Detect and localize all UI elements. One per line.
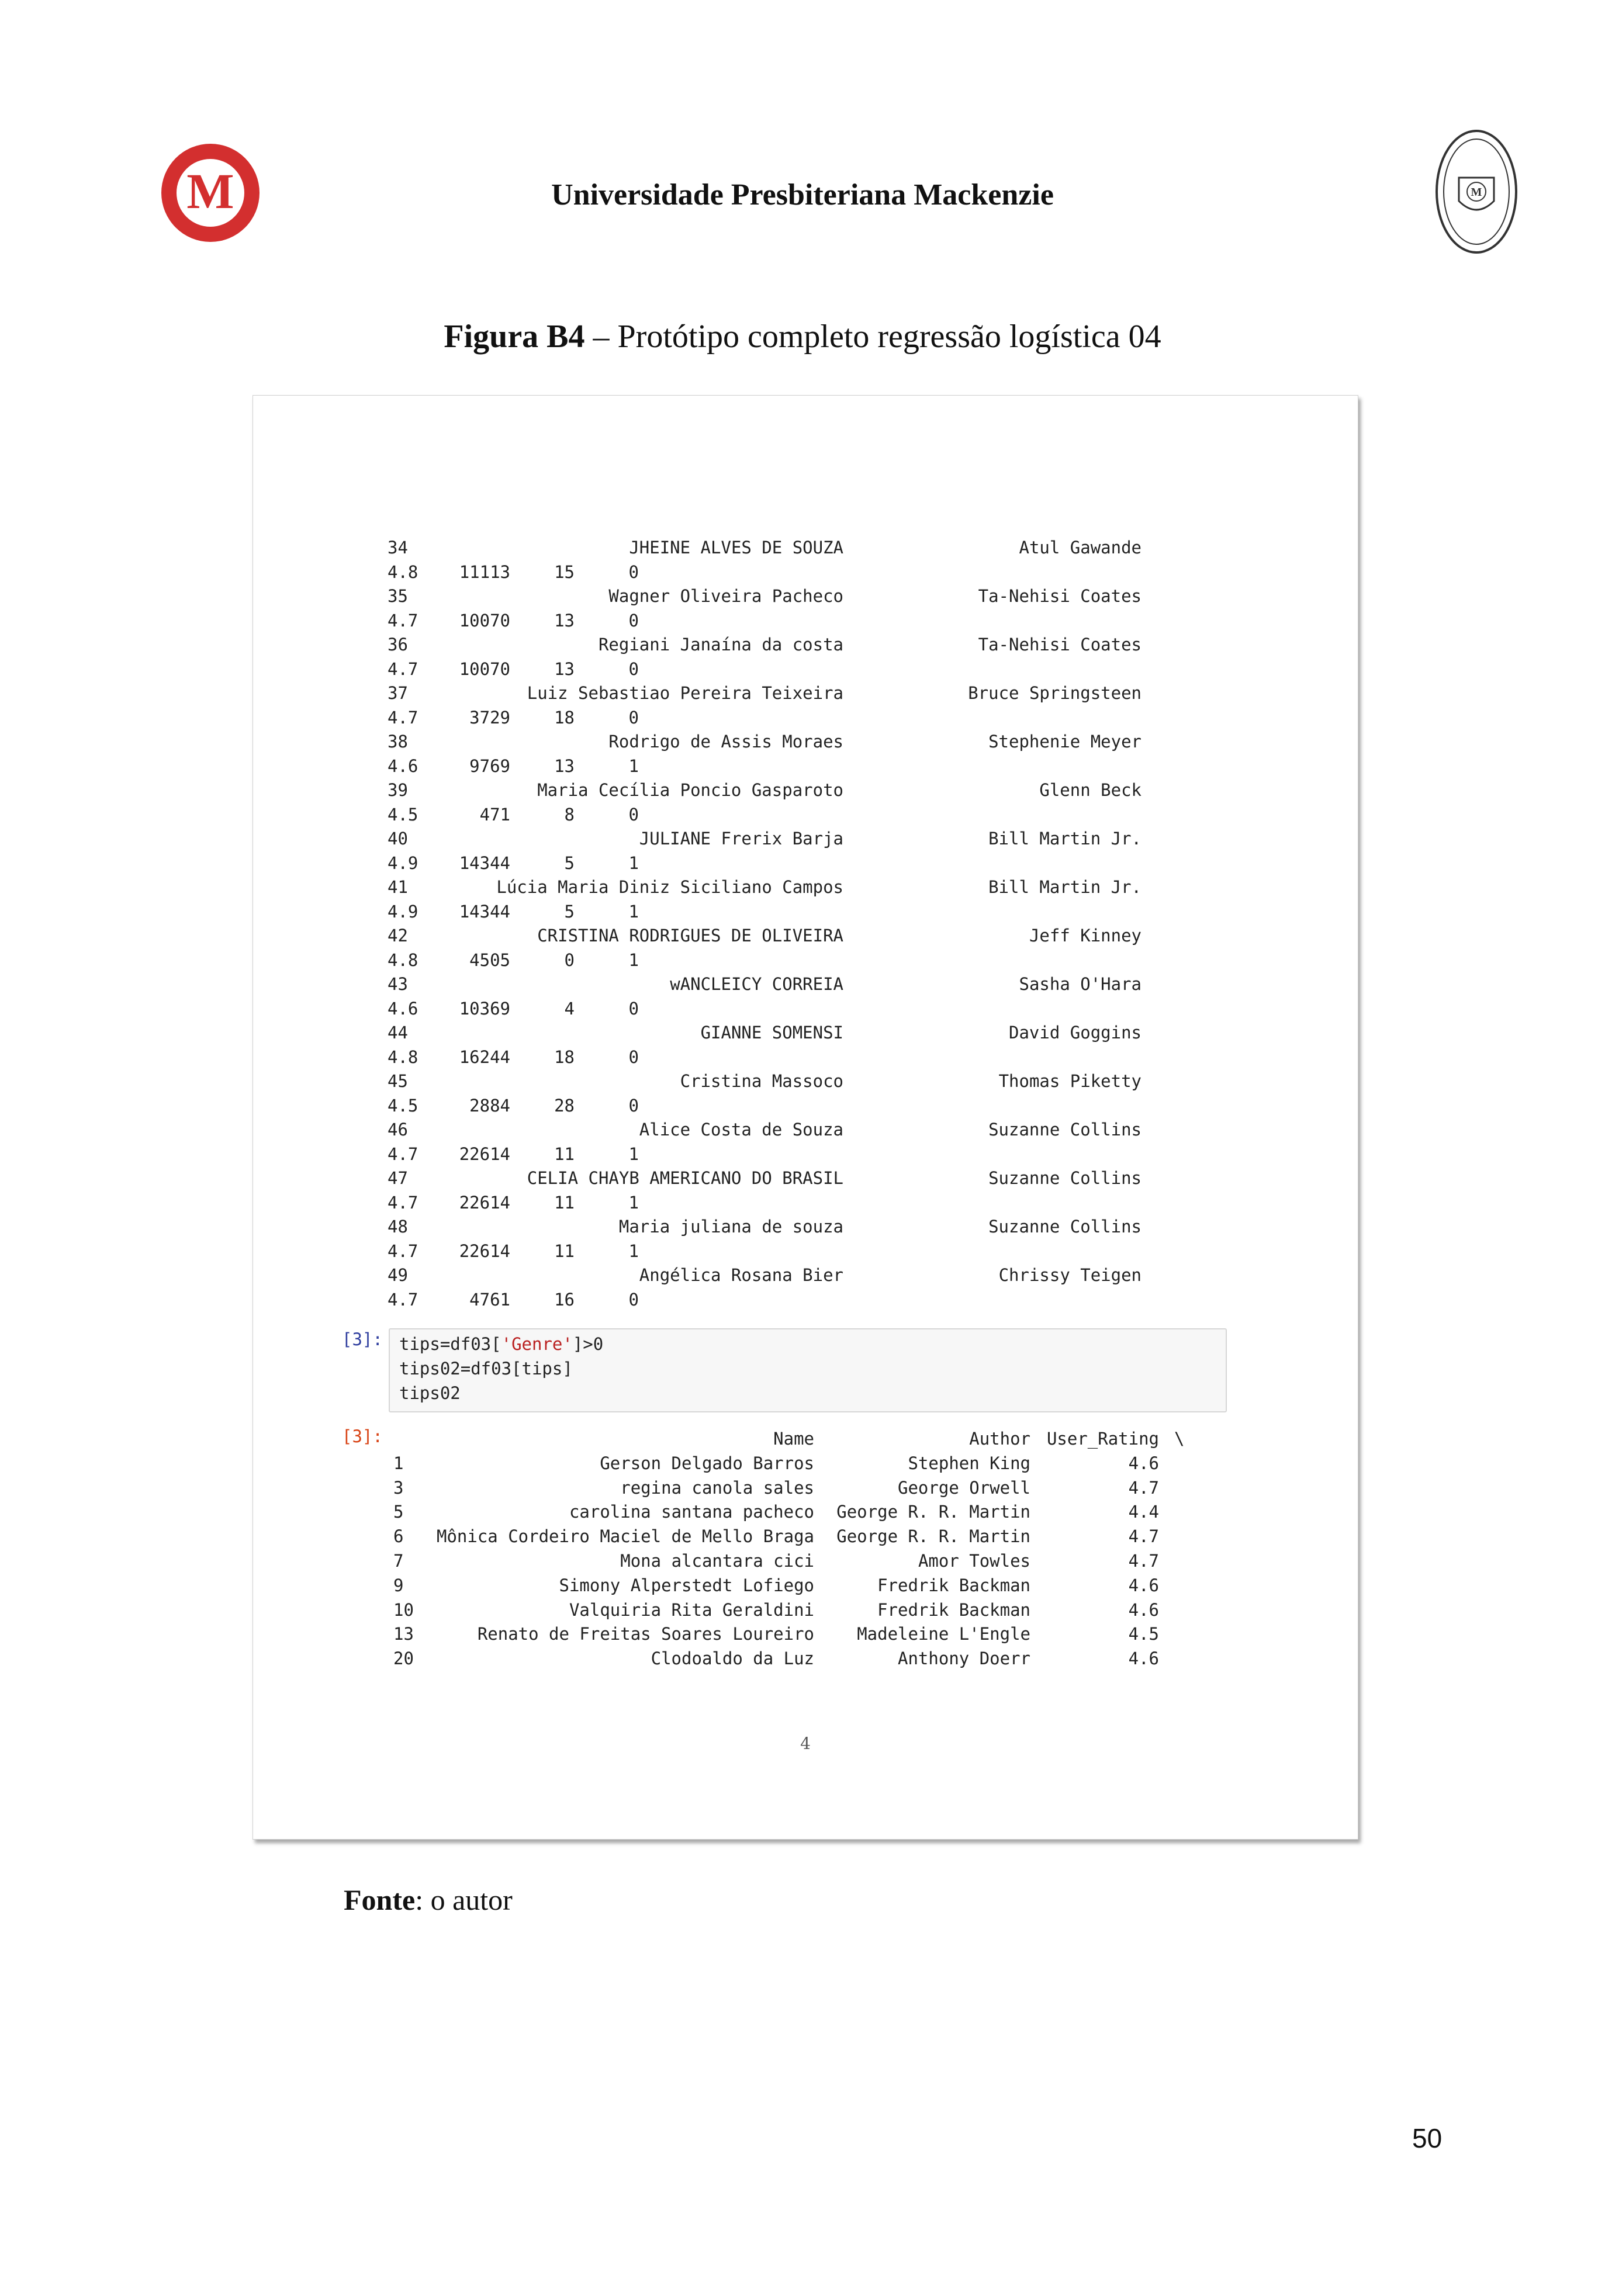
output-row-genre: 0 — [628, 610, 639, 631]
output-row-price: 18 — [554, 707, 575, 728]
output-row-index: 48 — [388, 1217, 408, 1237]
df-header-rating: User_Rating — [1046, 1429, 1159, 1449]
caption-label: Figura B4 — [444, 318, 585, 355]
output-row-index: 41 — [388, 877, 408, 897]
df-row-rating: 4.6 — [1128, 1599, 1159, 1620]
df-row-rating: 4.7 — [1128, 1551, 1159, 1571]
output-row-rating: 4.7 — [388, 610, 418, 631]
df-row-name: Simony Alperstedt Lofiego — [559, 1575, 814, 1595]
df-row-index: 20 — [393, 1649, 414, 1669]
output-row-rating: 4.7 — [388, 1144, 418, 1164]
output-row-reviews: 4761 — [469, 1289, 510, 1310]
output-row-rating: 4.7 — [388, 659, 418, 679]
df-row-name: Gerson Delgado Barros — [600, 1453, 814, 1473]
df-row-rating: 4.5 — [1128, 1624, 1159, 1644]
df-row-author: Stephen King — [908, 1453, 1030, 1473]
output-row-index: 45 — [388, 1071, 408, 1091]
df-row-author: Amor Towles — [918, 1551, 1030, 1571]
output-row-author: Bill Martin Jr. — [988, 877, 1142, 897]
output-row-price: 5 — [564, 901, 575, 922]
df-row-name: Valquiria Rita Geraldini — [569, 1599, 814, 1620]
output-row-name: Lúcia Maria Diniz Siciliano Campos — [496, 877, 843, 897]
output-row-price: 8 — [564, 804, 575, 825]
output-row-genre: 1 — [628, 1241, 639, 1261]
output-row-genre: 1 — [628, 756, 639, 776]
output-row-author: Jeff Kinney — [1029, 926, 1142, 946]
output-row-author: David Goggins — [1009, 1023, 1142, 1043]
df-row-name: Clodoaldo da Luz — [651, 1649, 814, 1669]
output-row-rating: 4.7 — [388, 707, 418, 728]
output-row-name: Angélica Rosana Bier — [639, 1265, 843, 1285]
output-row-author: Ta-Nehisi Coates — [978, 635, 1142, 654]
output-row-name: CRISTINA RODRIGUES DE OLIVEIRA — [537, 926, 843, 946]
output-row-reviews: 9769 — [469, 756, 510, 776]
logo-letter: M — [186, 163, 234, 219]
output-row-author: Ta-Nehisi Coates — [978, 586, 1142, 606]
df-row-index: 5 — [393, 1502, 404, 1522]
output-row-reviews: 14344 — [459, 901, 510, 922]
df-row-name: Mona alcantara cici — [620, 1551, 814, 1571]
output-row-reviews: 22614 — [459, 1241, 510, 1261]
df-row-author: Anthony Doerr — [898, 1649, 1030, 1669]
df-row-index: 10 — [393, 1599, 414, 1620]
output-row-price: 16 — [554, 1289, 575, 1310]
source-label: Fonte — [344, 1883, 416, 1916]
output-row-index: 49 — [388, 1265, 408, 1285]
output-row-reviews: 16244 — [459, 1047, 510, 1067]
df-row-rating: 4.6 — [1128, 1453, 1159, 1473]
output-row-rating: 4.6 — [388, 998, 418, 1019]
output-row-index: 35 — [388, 586, 408, 606]
output-row-price: 15 — [554, 562, 575, 582]
output-row-author: Bruce Springsteen — [968, 683, 1142, 703]
code-line: tips=df03['Genre']>0 — [399, 1334, 604, 1354]
output-row-author: Suzanne Collins — [988, 1168, 1142, 1188]
figure-source — [344, 1883, 513, 1917]
output-row-reviews: 4505 — [469, 950, 510, 970]
input-prompt: [3]: — [342, 1329, 383, 1349]
df-row-index: 7 — [393, 1551, 404, 1571]
df-row-name: regina canola sales — [620, 1477, 814, 1498]
output-row-author: Chrissy Teigen — [998, 1265, 1142, 1285]
output-row-index: 46 — [388, 1120, 408, 1140]
output-row-rating: 4.8 — [388, 562, 418, 582]
output-row-rating: 4.7 — [388, 1192, 418, 1213]
page-number: 50 — [1412, 2123, 1443, 2153]
output-row-reviews: 10070 — [459, 610, 510, 631]
output-row-name: Cristina Massoco — [680, 1071, 843, 1091]
output-row-price: 13 — [554, 610, 575, 631]
df-row-index: 3 — [393, 1477, 404, 1498]
output-row-genre: 0 — [628, 998, 639, 1019]
output-row-reviews: 2884 — [469, 1095, 510, 1116]
output-row-genre: 0 — [628, 1047, 639, 1067]
df-row-index: 1 — [393, 1453, 404, 1473]
figure-caption — [0, 318, 1605, 355]
output-row-genre: 1 — [628, 1144, 639, 1164]
output-row-genre: 0 — [628, 804, 639, 825]
output-row-reviews: 10369 — [459, 998, 510, 1019]
output-row-name: CELIA CHAYB AMERICANO DO BRASIL — [527, 1168, 843, 1188]
output-row-reviews: 3729 — [469, 707, 510, 728]
output-row-genre: 0 — [628, 707, 639, 728]
output-row-index: 37 — [388, 683, 408, 703]
output-row-name: Alice Costa de Souza — [639, 1120, 843, 1140]
output-row-rating: 4.6 — [388, 756, 418, 776]
output-row-name: wANCLEICY CORREIA — [670, 974, 843, 994]
output-row-reviews: 22614 — [459, 1144, 510, 1164]
output-row-reviews: 10070 — [459, 659, 510, 679]
output-row-genre: 0 — [628, 659, 639, 679]
df-row-rating: 4.6 — [1128, 1575, 1159, 1595]
output-row-rating: 4.9 — [388, 901, 418, 922]
output-row-reviews: 11113 — [459, 562, 510, 582]
df-row-name: Mônica Cordeiro Maciel de Mello Braga — [436, 1526, 814, 1547]
df-row-author: George R. R. Martin — [836, 1502, 1030, 1522]
df-row-rating: 4.6 — [1128, 1649, 1159, 1669]
output-row-reviews: 471 — [479, 804, 510, 825]
output-row-rating: 4.5 — [388, 804, 418, 825]
output-row-author: Suzanne Collins — [988, 1217, 1142, 1237]
output-row-rating: 4.7 — [388, 1241, 418, 1261]
output-row-genre: 0 — [628, 562, 639, 582]
notebook-page-figure — [252, 395, 1358, 1840]
output-row-index: 36 — [388, 635, 408, 654]
output-row-genre: 1 — [628, 1192, 639, 1213]
output-row-index: 40 — [388, 829, 408, 849]
output-row-rating: 4.8 — [388, 950, 418, 970]
output-row-name: Rodrigo de Assis Moraes — [608, 732, 843, 752]
output-row-author: Atul Gawande — [1019, 538, 1142, 557]
output-row-index: 44 — [388, 1023, 408, 1043]
output-row-price: 11 — [554, 1192, 575, 1213]
output-row-genre: 1 — [628, 853, 639, 873]
output-row-genre: 1 — [628, 901, 639, 922]
output-row-name: JHEINE ALVES DE SOUZA — [629, 538, 843, 557]
output-row-index: 43 — [388, 974, 408, 994]
university-title: Universidade Presbiteriana Mackenzie — [551, 178, 1054, 212]
output-row-index: 42 — [388, 926, 408, 946]
source-text: : o autor — [415, 1883, 513, 1916]
output-row-rating: 4.5 — [388, 1095, 418, 1116]
df-header-name: Name — [773, 1429, 814, 1449]
df-row-rating: 4.4 — [1128, 1502, 1159, 1522]
output-row-rating: 4.8 — [388, 1047, 418, 1067]
output-row-genre: 0 — [628, 1289, 639, 1310]
output-row-price: 13 — [554, 659, 575, 679]
df-row-author: Madeleine L'Engle — [857, 1624, 1030, 1644]
df-row-name: Renato de Freitas Soares Loureiro — [477, 1624, 814, 1644]
output-row-genre: 0 — [628, 1095, 639, 1116]
df-row-author: George R. R. Martin — [836, 1526, 1030, 1547]
seal-letter: M — [1471, 186, 1482, 199]
output-row-name: GIANNE SOMENSI — [700, 1023, 843, 1043]
df-header-author: Author — [969, 1429, 1030, 1449]
output-row-index: 34 — [388, 538, 408, 557]
inner-page-number: 4 — [800, 1734, 811, 1753]
output-row-price: 13 — [554, 756, 575, 776]
code-line: tips02=df03[tips] — [399, 1359, 573, 1379]
university-seal — [1433, 127, 1520, 256]
df-row-author: Fredrik Backman — [877, 1575, 1030, 1595]
output-row-price: 11 — [554, 1241, 575, 1261]
output-row-author: Thomas Piketty — [998, 1071, 1142, 1091]
output-row-index: 39 — [388, 780, 408, 800]
output-row-name: Regiani Janaína da costa — [598, 635, 843, 654]
output-row-price: 28 — [554, 1095, 575, 1116]
output-row-rating: 4.7 — [388, 1289, 418, 1310]
output-row-reviews: 14344 — [459, 853, 510, 873]
df-row-author: George Orwell — [898, 1477, 1030, 1498]
output-row-name: JULIANE Frerix Barja — [639, 829, 843, 849]
output-row-price: 11 — [554, 1144, 575, 1164]
output-row-author: Stephenie Meyer — [988, 732, 1142, 752]
df-row-author: Fredrik Backman — [877, 1599, 1030, 1620]
output-row-price: 4 — [564, 998, 575, 1019]
output-row-price: 5 — [564, 853, 575, 873]
df-header-continuation: \ — [1174, 1429, 1185, 1449]
output-row-author: Sasha O'Hara — [1019, 974, 1142, 994]
output-row-index: 38 — [388, 732, 408, 752]
output-row-genre: 1 — [628, 950, 639, 970]
output-row-author: Suzanne Collins — [988, 1120, 1142, 1140]
output-row-price: 0 — [564, 950, 575, 970]
output-row-author: Glenn Beck — [1039, 780, 1142, 800]
output-row-rating: 4.9 — [388, 853, 418, 873]
code-cell[interactable] — [389, 1328, 1227, 1412]
df-row-rating: 4.7 — [1128, 1526, 1159, 1547]
df-row-name: carolina santana pacheco — [569, 1502, 814, 1522]
output-prompt: [3]: — [342, 1426, 383, 1446]
output-row-name: Maria Cecília Poncio Gasparoto — [537, 780, 843, 800]
code-line: tips02 — [399, 1383, 461, 1403]
output-row-name: Wagner Oliveira Pacheco — [608, 586, 843, 606]
df-row-index: 13 — [393, 1624, 414, 1644]
output-row-reviews: 22614 — [459, 1192, 510, 1213]
output-row-name: Luiz Sebastiao Pereira Teixeira — [527, 683, 843, 703]
df-row-index: 6 — [393, 1526, 404, 1547]
output-row-name: Maria juliana de souza — [618, 1217, 843, 1237]
df-row-rating: 4.7 — [1128, 1477, 1159, 1498]
df-row-index: 9 — [393, 1575, 404, 1595]
output-row-index: 47 — [388, 1168, 408, 1188]
caption-text: – Protótipo completo regressão logística 04 — [584, 318, 1161, 355]
output-row-price: 18 — [554, 1047, 575, 1067]
output-row-author: Bill Martin Jr. — [988, 829, 1142, 849]
